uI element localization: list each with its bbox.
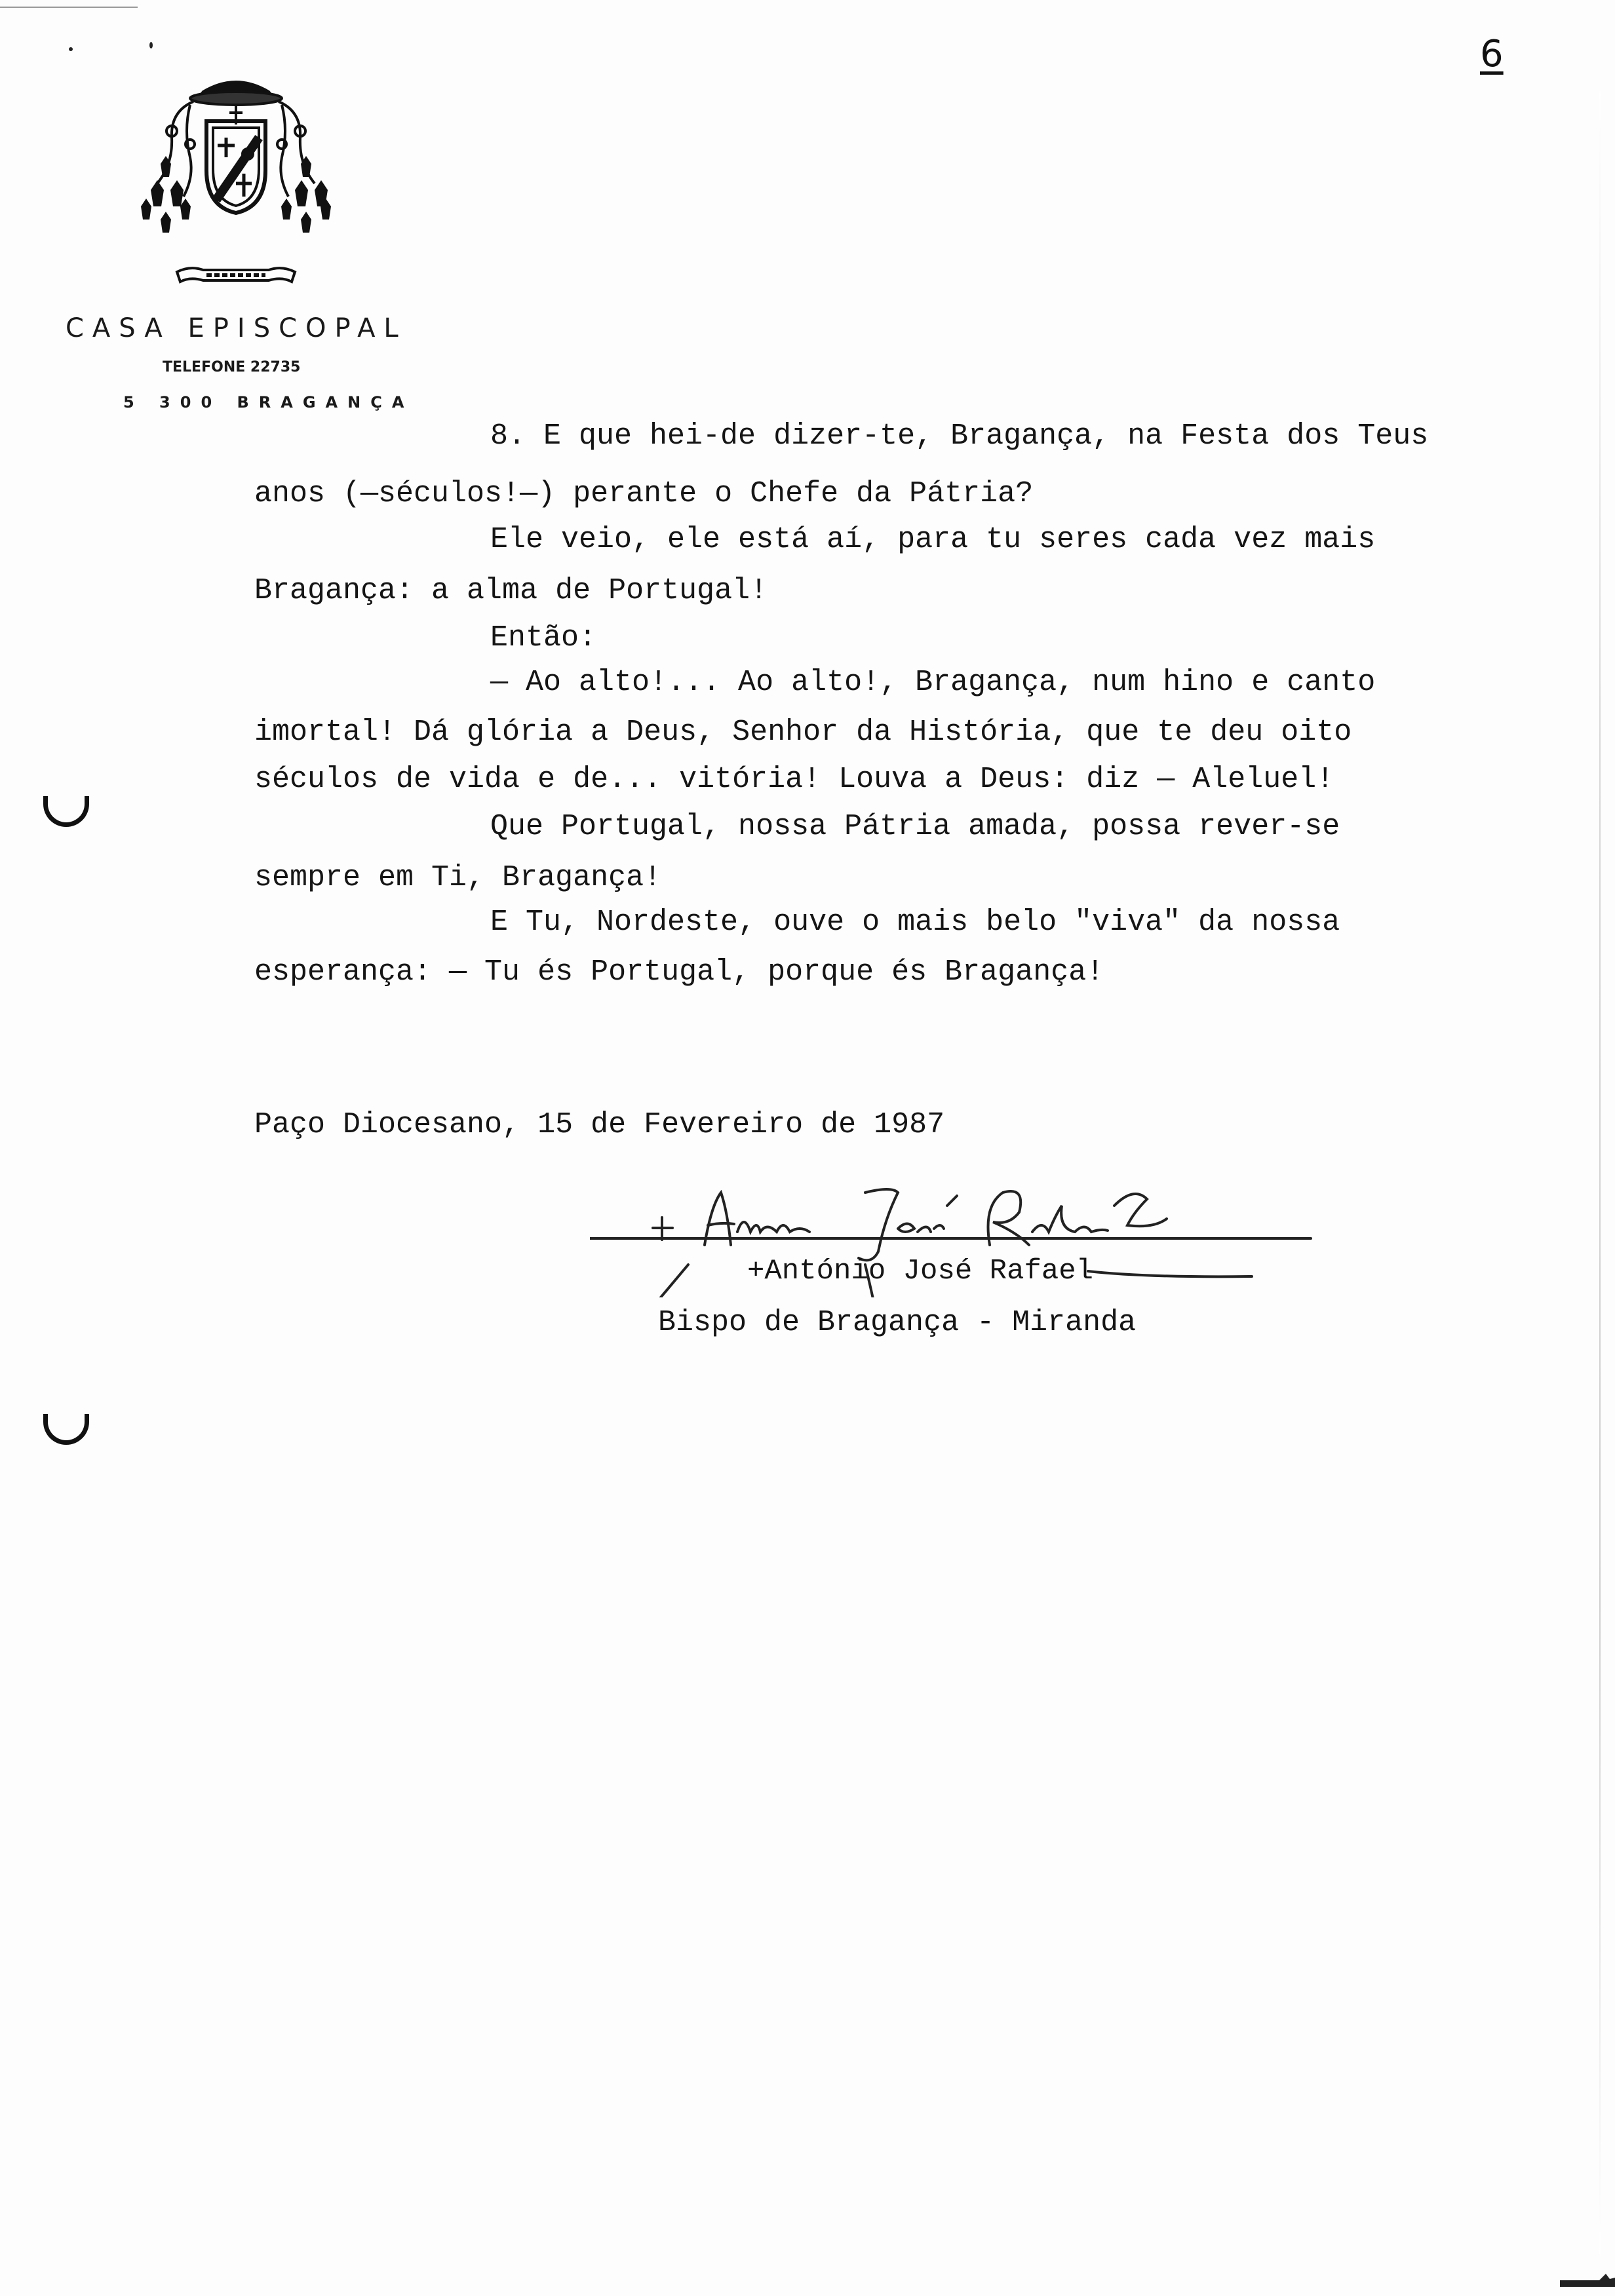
scan-speck (149, 42, 153, 48)
body-line: séculos de vida e de... vitória! Louva a Deus: diz — Aleluel! (254, 763, 1334, 796)
place-date: Paço Diocesano, 15 de Fevereiro de 1987 (254, 1108, 945, 1141)
episcopal-coat-of-arms-icon (131, 66, 341, 295)
binder-hole-mark (43, 1414, 89, 1445)
binder-hole-mark (43, 796, 89, 827)
body-line: Bragança: a alma de Portugal! (254, 574, 768, 607)
scan-edge-shadow (1599, 92, 1601, 2254)
body-line: anos (—séculos!—) perante o Chefe da Pátria? (254, 477, 1034, 510)
letterhead-city: 5 300 BRAGANÇA (123, 393, 414, 411)
body-line: — Ao alto!... Ao alto!, Bragança, num hino e canto (490, 666, 1376, 699)
body-line: E Tu, Nordeste, ouve o mais belo "viva" da nossa (490, 906, 1340, 939)
signatory-title: Bispo de Bragança - Miranda (658, 1306, 1137, 1339)
body-line: Que Portugal, nossa Pátria amada, possa rever-se (490, 810, 1340, 843)
top-edge-rule (0, 7, 138, 8)
letterhead-title: CASA EPISCOPAL (66, 313, 407, 343)
body-line: 8. E que hei-de dizer-te, Bragança, na Festa dos Teus (490, 419, 1429, 453)
body-line: sempre em Ti, Bragança! (254, 861, 662, 894)
body-line: esperança: — Tu és Portugal, porque és Bragança! (254, 955, 1104, 989)
signatory-name: +António José Rafael (747, 1255, 1094, 1288)
scan-speck (69, 47, 73, 51)
body-line: Ele veio, ele está aí, para tu seres cada vez mais (490, 523, 1376, 556)
scan-corner-mark (1560, 2254, 1615, 2287)
letterhead-phone: TELEFONE 22735 (163, 359, 301, 375)
page-number: 6 (1480, 33, 1504, 75)
body-line: imortal! Dá glória a Deus, Senhor da História, que te deu oito (254, 716, 1352, 749)
body-line: Então: (490, 621, 597, 655)
